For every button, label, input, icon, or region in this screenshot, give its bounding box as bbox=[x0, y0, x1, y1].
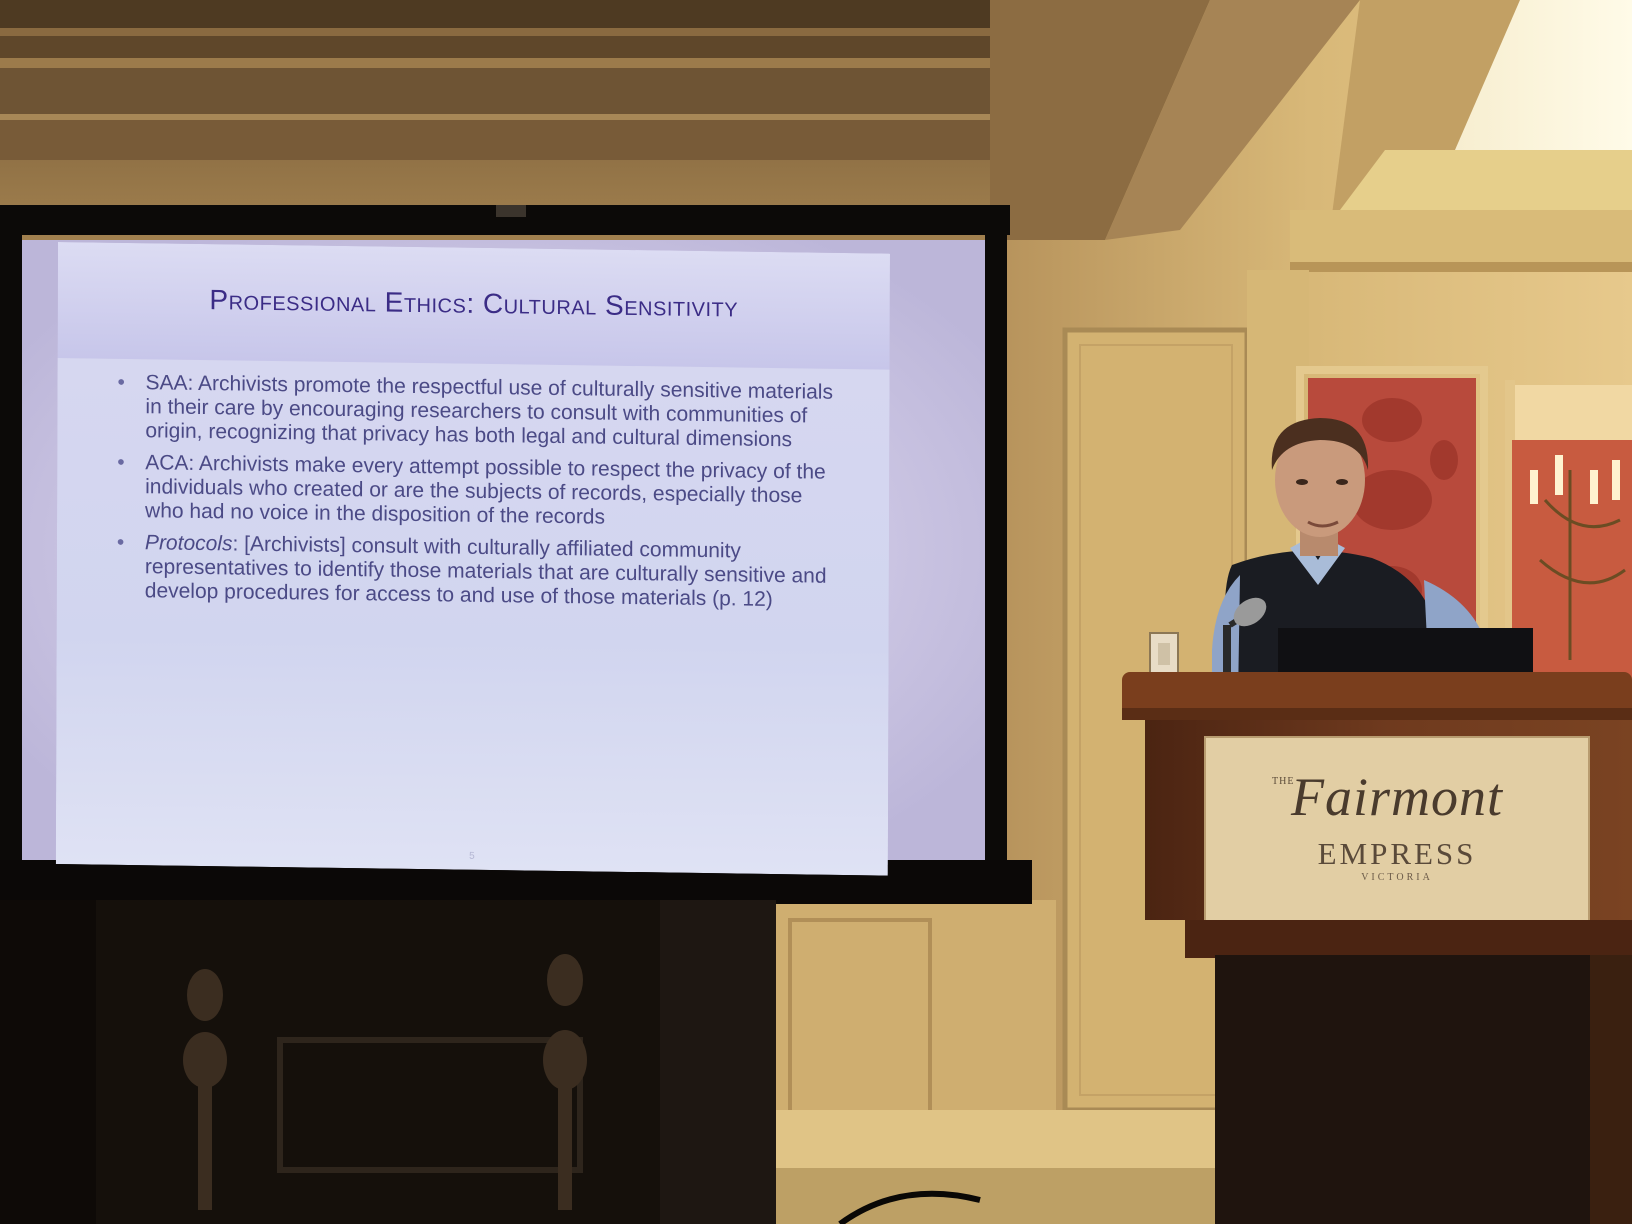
bullet-dot-icon: • bbox=[117, 450, 125, 474]
slide-bullet-list bbox=[117, 371, 838, 621]
bullet-dot-icon: • bbox=[117, 370, 125, 394]
bullet-dot-icon: • bbox=[116, 530, 125, 554]
logo-empress-text: EMPRESS bbox=[1317, 836, 1477, 871]
bullet-protocols bbox=[117, 531, 837, 613]
podium-logo-sign bbox=[1206, 738, 1588, 926]
presentation-slide bbox=[56, 242, 890, 876]
bullet-label: ACA bbox=[145, 451, 189, 475]
bullet-text: : Archivists make every attempt possible to respect the privacy of the individuals who created or are the subjects of records, especially those who had no voice in the disposition of the records bbox=[145, 451, 826, 529]
bullet-text: : Archivists promote the respectful use of culturally sensitive materials in their care by encouraging researchers to consult with communities of origin, recognizing that privacy has both legal and cultural dimensions bbox=[145, 371, 834, 452]
logo-the-text: THE bbox=[1272, 776, 1295, 787]
logo-city-text: VICTORIA bbox=[1361, 872, 1433, 883]
logo-fairmont-script: Fairmont bbox=[1290, 767, 1503, 827]
bullet-label: SAA bbox=[145, 371, 188, 395]
bullet-saa bbox=[117, 371, 837, 453]
slide-page-number: 5 bbox=[469, 850, 475, 862]
bullet-label: Protocols bbox=[144, 531, 233, 556]
bullet-text: : [Archivists] consult with culturally affiliated community representatives to identify those materials that are culturally sensitive and develop procedures for access to and use of those materials (p. 12) bbox=[144, 532, 827, 611]
bullet-aca bbox=[117, 451, 837, 533]
slide-title: Professional Ethics: Cultural Sensitivity bbox=[209, 284, 739, 323]
